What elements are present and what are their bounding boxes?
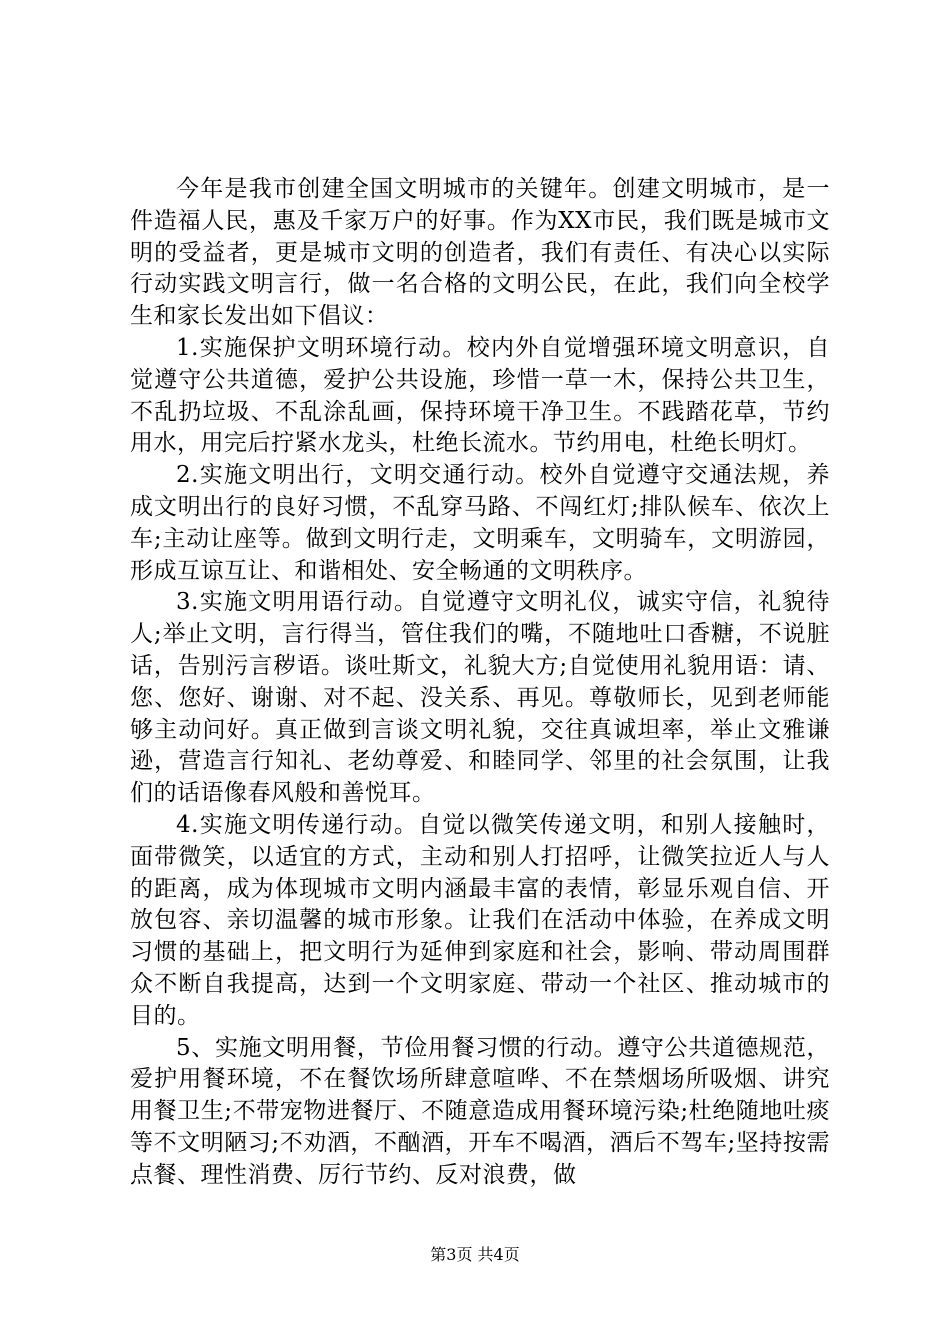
intro-paragraph: 今年是我市创建全国文明城市的关键年。创建文明城市，是一件造福人民，惠及千家万户的好事。作为XX市民，我们既是城市文明的受益者，更是城市文明的创造者，我们有责任、有决心以实际行动实践文明言行，做一名合格的文明公民，在此，我们向全校学生和家长发出如下倡议： [130, 176, 830, 330]
item-paragraph-1: 1.实施保护文明环境行动。校内外自觉增强环境文明意识，自觉遵守公共道德，爱护公共设施，珍惜一草一木，保持公共卫生，不乱扔垃圾、不乱涂乱画，保持环境干净卫生。不践踏花草，节约用水，用完后拧紧水龙头，杜绝长流水。节约用电，杜绝长明灯。 [130, 334, 830, 457]
page-footer [0, 1245, 950, 1265]
page-number: 第3页 共4页 [430, 1245, 520, 1264]
item-paragraph-2: 2.实施文明出行，文明交通行动。校外自觉遵守交通法规，养成文明出行的良好习惯，不乱穿马路、不闯红灯;排队候车、依次上车;主动让座等。做到文明行走，文明乘车，文明骑车，文明游园，形成互谅互让、和谐相处、安全畅通的文明秩序。 [130, 462, 830, 584]
document-body [130, 174, 830, 1192]
item-paragraph-3: 3.实施文明用语行动。自觉遵守文明礼仪，诚实守信，礼貌待人;举止文明，言行得当，管住我们的嘴，不随地吐口香糖，不说脏话，告别污言秽语。谈吐斯文，礼貌大方;自觉使用礼貌用语：请、您、您好、谢谢、对不起、没关系、再见。尊敬师长，见到老师能够主动问好。真正做到言谈文明礼貌，交往真诚坦率，举止文雅谦逊，营造言行知礼、老幼尊爱、和睦同学、邻里的社会氛围，让我们的话语像春风般和善悦耳。 [130, 589, 830, 807]
item-paragraph-4: 4.实施文明传递行动。自觉以微笑传递文明，和别人接触时，面带微笑，以适宜的方式，主动和别人打招呼，让微笑拉近人与人的距离，成为体现城市文明内涵最丰富的表情，彰显乐观自信、开放包容、亲切温馨的城市形象。让我们在活动中体验，在养成文明习惯的基础上，把文明行为延伸到家庭和社会，影响、带动周围群众不断自我提高，达到一个文明家庭、带动一个社区、推动城市的目的。 [130, 811, 830, 1029]
item-paragraph-5: 5、实施文明用餐，节俭用餐习惯的行动。遵守公共道德规范，爱护用餐环境，不在餐饮场所肆意喧哗、不在禁烟场所吸烟、讲究用餐卫生;不带宠物进餐厅、不随意造成用餐环境污染;杜绝随地吐痰等不文明陋习;不劝酒，不酗酒，开车不喝酒，酒后不驾车;坚持按需点餐、理性消费、厉行节约、反对浪费，做 [130, 1034, 830, 1188]
